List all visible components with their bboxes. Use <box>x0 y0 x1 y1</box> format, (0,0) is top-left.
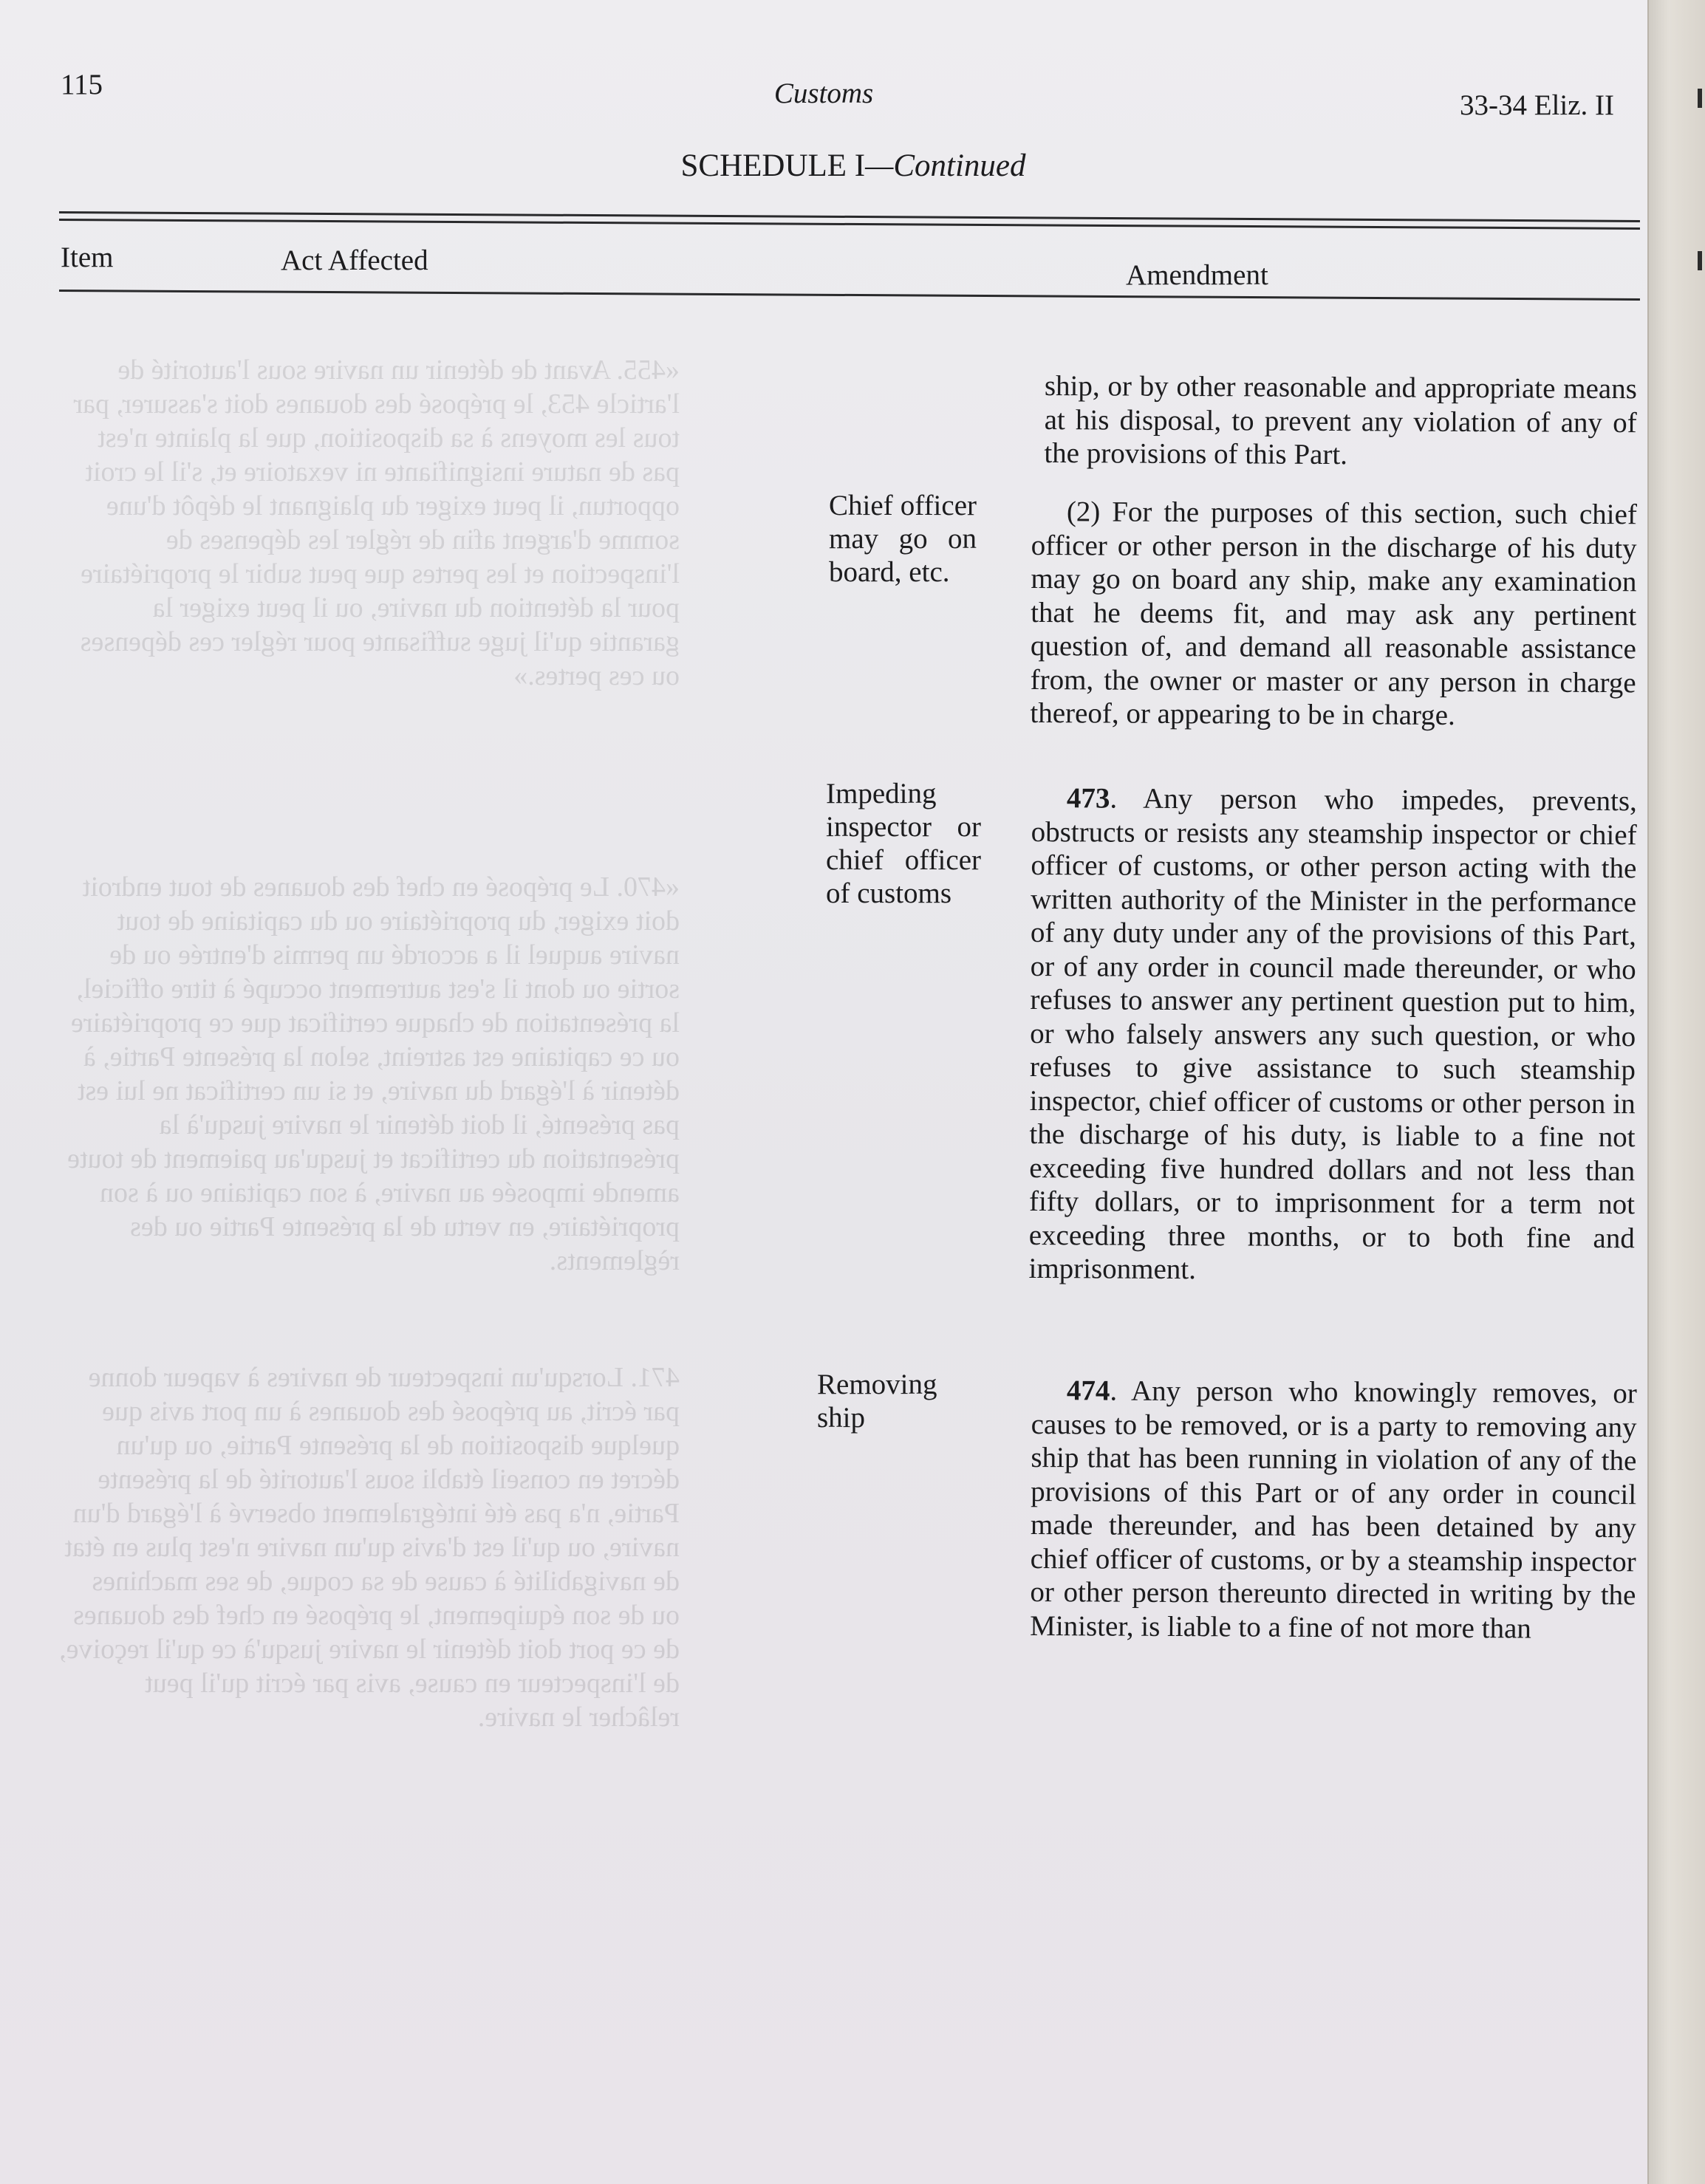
section-text: . Any person who knowingly removes, or causes to be removed, or is a party to removing any ship that has been running in violation of any of the provisions of this Part or of any order in council made thereunder, and has been detained by any chief officer of customs, or by a steamship inspector or other person thereunto directed in writing by the Minister, is liable to a fine of not more than <box>1030 1375 1637 1645</box>
show-through-text: «455. Avant de détenir un navire sous l'autorité de l'article 453, le préposé des douanes doit s'assurer, par tous les moyens à sa disposition, que la plainte n'est pas de nature insignifiante ni vexatoire et, s'il le croit opportun, il peut exiger du plaignant le dépôt d'une somme d'argent afin de régler les dépenses de l'inspection et les pertes que peut subir le propriétaire pour la détention du navire, ou il peut exiger la garantie qu'il juge suffisante pour régler ces dépenses ou ces pertes.» <box>73 355 680 691</box>
schedule-heading <box>0 148 1705 184</box>
show-through-text: 471. Lorsqu'un inspecteur de navires à vapeur donne par écrit, au préposé des douanes à un port avis que quelque disposition de la présente Partie, ou qu'un décret en conseil établi sous l'autorité de la présente Partie, n'a pas été intégralement observé à l'égard d'un navire, ou qu'il est d'avis qu'un navire n'est plus en état de navigabilité à cause de sa coque, de ses machines ou de son équipement, le préposé en chef des douanes de ce port doit détenir le navire jusqu'à ce qu'il reçoive, de l'inspecteur en cause, avis par écrit qu'il peut relâcher le navire. <box>59 1362 680 1733</box>
adjacent-page-edge <box>1647 0 1705 2184</box>
schedule-title: SCHEDULE I <box>680 148 866 183</box>
page-number: 115 <box>61 69 103 100</box>
header-bottom-rule <box>59 290 1640 301</box>
marginal-note: Removing ship <box>817 1369 937 1434</box>
amendment-paragraph: ship, or by other reasonable and appropriate means at his disposal, to prevent any violation of any of the provisions of this Part. <box>1044 370 1637 471</box>
show-through-text: «470. Le préposé en chef des douanes de tout endroit doit exiger, du propriétaire ou du capitaine de tout navire auquel il a accordé un permis d'entrée ou de sortie ou dont il s'est autrement occupé à titre officiel, la présentation de chaque certificat que ce propriétaire ou ce capitaine est astreint, selon la présente Partie, à détenir à l'égard du navire, et si un certificat ne lui est pas présenté, il doit détenir le navire jusqu'à la présentation du certificat et jusqu'au paiement de toute amende imposée au navire, à son capitaine ou à son propriétaire, en vertu de la présente Partie ou des règlements. <box>67 872 680 1276</box>
schedule-continued: —Continued <box>865 148 1026 183</box>
amendment-paragraph <box>1030 1374 1637 1646</box>
edge-mark <box>1698 251 1702 270</box>
marginal-note: Chief officer may go on board, etc. <box>829 490 977 588</box>
amendment-paragraph: (2) For the purposes of this section, such chief officer or other person in the discharge of his duty may go on board any ship, make any examination that he deems fit, and may ask any pertinent question of, and demand all reasonable assistance from, the owner or master or any person in charge thereof, or appearing to be in charge. <box>1030 496 1637 732</box>
section-number: 474 <box>1066 1375 1110 1407</box>
column-header-act-affected: Act Affected <box>281 244 428 276</box>
running-title: Customs <box>773 78 874 109</box>
marginal-note: Impeding inspector or chief officer of customs <box>826 778 981 909</box>
amendment-paragraph <box>1028 781 1637 1289</box>
section-number: 473 <box>1066 782 1110 815</box>
amendment-section-474 <box>1030 1374 1637 1646</box>
amendment-subsection-2 <box>1030 495 1637 733</box>
amendment-continuation <box>1044 369 1637 473</box>
column-header-item: Item <box>61 242 114 273</box>
column-header-amendment: Amendment <box>1126 259 1268 291</box>
section-text: . Any person who impedes, prevents, obstructs or resists any steamship inspector or chief officer of customs, or other person acting with the written authority of the Minister in the performance of any duty under any of the provisions of this Part, or of any order in council made thereunder, or who refuses to answer any pertinent question put to him, or who falsely answers any such question, or who refuses to give assistance to such steamship inspector, chief officer of customs or other person in the discharge of his duty, is liable to a fine not exceeding five hundred dollars and not less than fifty dollars, or to imprisonment for a term not exceeding three months, or to both fine and imprisonment. <box>1028 782 1637 1286</box>
edge-mark <box>1698 89 1702 108</box>
regnal-year: 33-34 Eliz. II <box>1460 89 1615 121</box>
amendment-section-473 <box>1028 781 1637 1289</box>
